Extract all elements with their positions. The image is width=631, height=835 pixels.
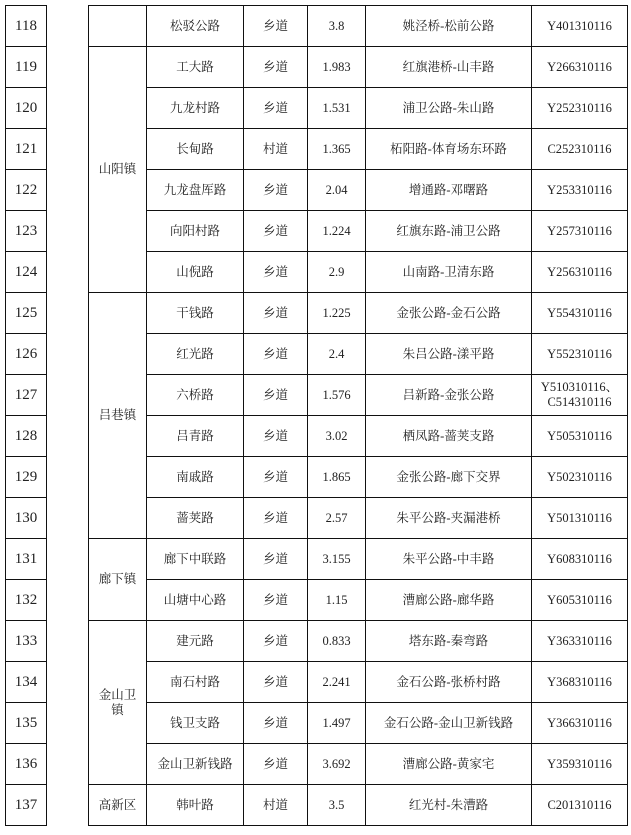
road-length: 2.57 [308, 498, 366, 539]
row-number: 123 [6, 211, 47, 252]
road-type: 乡道 [244, 47, 308, 88]
road-range: 红旗东路-浦卫公路 [366, 211, 532, 252]
road-type: 乡道 [244, 744, 308, 785]
row-number: 121 [6, 129, 47, 170]
road-code: Y257310116 [532, 211, 628, 252]
road-name: 六桥路 [147, 375, 244, 416]
road-type: 乡道 [244, 170, 308, 211]
road-range: 柘阳路-体育场东环路 [366, 129, 532, 170]
table-row [6, 785, 628, 826]
row-number: 126 [6, 334, 47, 375]
road-range: 红光村-朱漕路 [366, 785, 532, 826]
town-cell: 山阳镇 [89, 47, 147, 293]
town-cell: 高新区 [89, 785, 147, 826]
table-row [6, 293, 628, 334]
road-type: 乡道 [244, 662, 308, 703]
row-number: 129 [6, 457, 47, 498]
table-body [6, 6, 628, 826]
road-name: 南石村路 [147, 662, 244, 703]
road-code: Y401310116 [532, 6, 628, 47]
road-code: Y605310116 [532, 580, 628, 621]
road-length: 1.225 [308, 293, 366, 334]
district-cell [47, 6, 89, 826]
road-length: 2.4 [308, 334, 366, 375]
road-range: 漕廊公路-黄家宅 [366, 744, 532, 785]
row-number: 122 [6, 170, 47, 211]
road-length: 1.576 [308, 375, 366, 416]
row-number: 131 [6, 539, 47, 580]
road-range: 漕廊公路-廊华路 [366, 580, 532, 621]
road-type: 乡道 [244, 88, 308, 129]
row-number: 124 [6, 252, 47, 293]
road-range: 吕新路-金张公路 [366, 375, 532, 416]
road-code: Y501310116 [532, 498, 628, 539]
road-name: 九龙盘厍路 [147, 170, 244, 211]
row-number: 127 [6, 375, 47, 416]
row-number: 133 [6, 621, 47, 662]
road-name: 南戚路 [147, 457, 244, 498]
road-range: 金石公路-金山卫新钱路 [366, 703, 532, 744]
road-type: 乡道 [244, 334, 308, 375]
table-row [6, 621, 628, 662]
road-name: 蔷荚路 [147, 498, 244, 539]
road-range: 朱平公路-夹漏港桥 [366, 498, 532, 539]
road-type: 乡道 [244, 703, 308, 744]
row-number: 134 [6, 662, 47, 703]
road-length: 1.865 [308, 457, 366, 498]
road-length: 1.531 [308, 88, 366, 129]
road-length: 2.241 [308, 662, 366, 703]
road-name: 廊下中联路 [147, 539, 244, 580]
row-number: 135 [6, 703, 47, 744]
road-range: 栖凤路-蔷荚支路 [366, 416, 532, 457]
town-cell: 廊下镇 [89, 539, 147, 621]
road-name: 山倪路 [147, 252, 244, 293]
row-number: 120 [6, 88, 47, 129]
road-name: 九龙村路 [147, 88, 244, 129]
road-type: 乡道 [244, 416, 308, 457]
road-name: 韩叶路 [147, 785, 244, 826]
town-cell [89, 6, 147, 47]
road-type: 乡道 [244, 6, 308, 47]
table-row [6, 6, 628, 47]
road-range: 红旗港桥-山丰路 [366, 47, 532, 88]
road-type: 乡道 [244, 252, 308, 293]
road-name: 山塘中心路 [147, 580, 244, 621]
road-name: 松驳公路 [147, 6, 244, 47]
road-length: 0.833 [308, 621, 366, 662]
road-length: 3.02 [308, 416, 366, 457]
road-code: Y510310116、C514310116 [532, 375, 628, 416]
road-code: Y252310116 [532, 88, 628, 129]
row-number: 128 [6, 416, 47, 457]
road-name: 金山卫新钱路 [147, 744, 244, 785]
road-code: Y256310116 [532, 252, 628, 293]
row-number: 119 [6, 47, 47, 88]
row-number: 118 [6, 6, 47, 47]
road-code: Y554310116 [532, 293, 628, 334]
road-range: 金石公路-张桥村路 [366, 662, 532, 703]
road-length: 1.983 [308, 47, 366, 88]
road-type: 乡道 [244, 375, 308, 416]
road-type: 乡道 [244, 580, 308, 621]
road-code: Y505310116 [532, 416, 628, 457]
road-length: 1.224 [308, 211, 366, 252]
road-code: Y552310116 [532, 334, 628, 375]
road-length: 3.8 [308, 6, 366, 47]
road-length: 1.497 [308, 703, 366, 744]
road-type: 乡道 [244, 539, 308, 580]
road-range: 金张公路-廊下交界 [366, 457, 532, 498]
road-type: 村道 [244, 129, 308, 170]
road-length: 3.5 [308, 785, 366, 826]
road-code: Y359310116 [532, 744, 628, 785]
road-table [5, 5, 628, 826]
table-row [6, 47, 628, 88]
road-code: Y608310116 [532, 539, 628, 580]
road-range: 山南路-卫清东路 [366, 252, 532, 293]
road-range: 浦卫公路-朱山路 [366, 88, 532, 129]
road-range: 金张公路-金石公路 [366, 293, 532, 334]
road-length: 3.155 [308, 539, 366, 580]
road-type: 乡道 [244, 293, 308, 334]
road-name: 长甸路 [147, 129, 244, 170]
road-type: 乡道 [244, 211, 308, 252]
road-length: 3.692 [308, 744, 366, 785]
road-range: 增通路-邓曙路 [366, 170, 532, 211]
road-name: 干钱路 [147, 293, 244, 334]
row-number: 125 [6, 293, 47, 334]
road-length: 1.15 [308, 580, 366, 621]
road-code: Y366310116 [532, 703, 628, 744]
road-range: 朱平公路-中丰路 [366, 539, 532, 580]
road-range: 塔东路-秦弯路 [366, 621, 532, 662]
road-type: 乡道 [244, 498, 308, 539]
road-range: 姚泾桥-松前公路 [366, 6, 532, 47]
row-number: 130 [6, 498, 47, 539]
road-code: C201310116 [532, 785, 628, 826]
road-name: 建元路 [147, 621, 244, 662]
row-number: 137 [6, 785, 47, 826]
road-length: 2.04 [308, 170, 366, 211]
road-name: 工大路 [147, 47, 244, 88]
road-type: 乡道 [244, 621, 308, 662]
road-name: 吕青路 [147, 416, 244, 457]
road-code: Y266310116 [532, 47, 628, 88]
road-code: Y368310116 [532, 662, 628, 703]
row-number: 136 [6, 744, 47, 785]
road-code: C252310116 [532, 129, 628, 170]
road-length: 1.365 [308, 129, 366, 170]
row-number: 132 [6, 580, 47, 621]
town-cell: 金山卫镇 [89, 621, 147, 785]
road-code: Y363310116 [532, 621, 628, 662]
road-name: 红光路 [147, 334, 244, 375]
road-code: Y253310116 [532, 170, 628, 211]
road-type: 乡道 [244, 457, 308, 498]
road-name: 向阳村路 [147, 211, 244, 252]
road-range: 朱吕公路-漾平路 [366, 334, 532, 375]
road-length: 2.9 [308, 252, 366, 293]
table-row [6, 539, 628, 580]
road-code: Y502310116 [532, 457, 628, 498]
road-type: 村道 [244, 785, 308, 826]
town-cell: 吕巷镇 [89, 293, 147, 539]
road-name: 钱卫支路 [147, 703, 244, 744]
